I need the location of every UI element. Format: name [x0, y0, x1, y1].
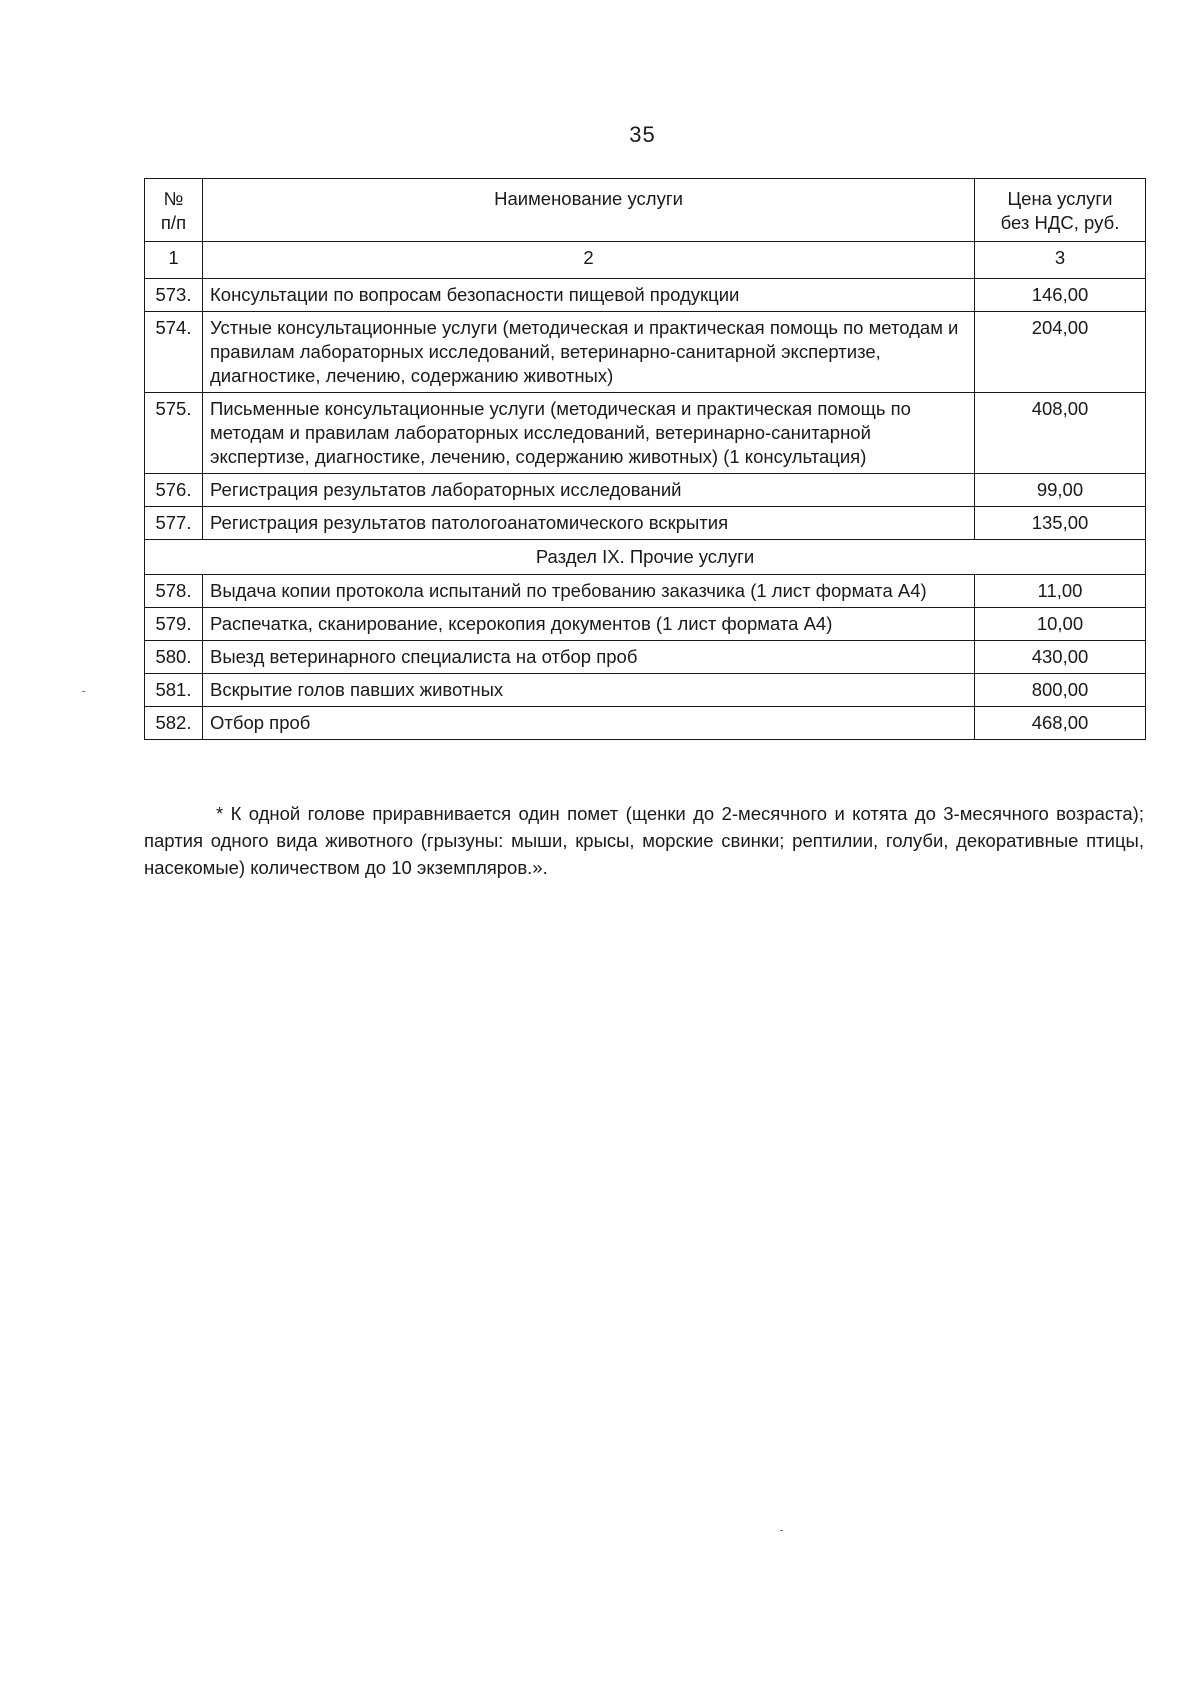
row-number: 582.: [145, 707, 203, 740]
row-number: 579.: [145, 608, 203, 641]
row-price: 204,00: [975, 312, 1146, 393]
row-number: 573.: [145, 279, 203, 312]
row-price: 11,00: [975, 575, 1146, 608]
column-index-3: 3: [975, 242, 1146, 279]
header-service-name-label: Наименование услуги: [494, 188, 683, 209]
row-service-name: Вскрытие голов павших животных: [203, 674, 975, 707]
table-body-after-section: [145, 575, 1146, 740]
row-service-name: Выдача копии протокола испытаний по требованию заказчика (1 лист формата А4): [203, 575, 975, 608]
row-price: 468,00: [975, 707, 1146, 740]
header-service-name: [203, 179, 975, 242]
header-number-label: № п/п: [160, 188, 187, 233]
table-row: [145, 674, 1146, 707]
column-index-row: [145, 242, 1146, 279]
row-price: 10,00: [975, 608, 1146, 641]
table-row: [145, 474, 1146, 507]
row-number: 578.: [145, 575, 203, 608]
section-title: Раздел IX. Прочие услуги: [145, 540, 1146, 575]
row-number: 576.: [145, 474, 203, 507]
table-row: [145, 312, 1146, 393]
scan-speck: [780, 1530, 783, 1531]
row-service-name: Регистрация результатов патологоанатомического вскрытия: [203, 507, 975, 540]
table-row: [145, 641, 1146, 674]
column-index-1: 1: [145, 242, 203, 279]
row-number: 577.: [145, 507, 203, 540]
row-price: 430,00: [975, 641, 1146, 674]
table-body-before-section: [145, 279, 1146, 540]
header-number: [145, 179, 203, 242]
section-row: [145, 540, 1146, 575]
page-number: 35: [629, 122, 656, 147]
table-header-row: [145, 179, 1146, 242]
row-number: 580.: [145, 641, 203, 674]
row-service-name: Регистрация результатов лабораторных исследований: [203, 474, 975, 507]
column-index-2: 2: [203, 242, 975, 279]
table-row: [145, 608, 1146, 641]
row-service-name: Распечатка, сканирование, ксерокопия документов (1 лист формата А4): [203, 608, 975, 641]
row-price: 800,00: [975, 674, 1146, 707]
row-service-name: Консультации по вопросам безопасности пищевой продукции: [203, 279, 975, 312]
row-price: 99,00: [975, 474, 1146, 507]
table-row: [145, 507, 1146, 540]
row-price: 135,00: [975, 507, 1146, 540]
scan-speck: [82, 691, 85, 692]
footnote: * К одной голове приравнивается один помет (щенки до 2-месячного и котята до 3-месячного возраста); партия одного вида животного (грызуны: мыши, крысы, морские свинки; рептилии, голуби, декоративные птицы, насекомые) количеством до 10 экземпляров.».: [144, 803, 1144, 878]
table-row: [145, 279, 1146, 312]
row-price: 408,00: [975, 393, 1146, 474]
section-row-group: [145, 540, 1146, 575]
row-price: 146,00: [975, 279, 1146, 312]
row-number: 574.: [145, 312, 203, 393]
table-row: [145, 707, 1146, 740]
row-service-name: Письменные консультационные услуги (методическая и практическая помощь по методам и правилам лабораторных исследований, ветеринарно-санитарной экспертизе, диагностике, лечению, содержанию животных) (1 консультация): [203, 393, 975, 474]
header-price-label: Цена услуги без НДС, руб.: [1000, 188, 1120, 233]
table-row: [145, 575, 1146, 608]
table-row: [145, 393, 1146, 474]
row-number: 575.: [145, 393, 203, 474]
header-price: [975, 179, 1146, 242]
row-service-name: Отбор проб: [203, 707, 975, 740]
row-service-name: Выезд ветеринарного специалиста на отбор проб: [203, 641, 975, 674]
row-number: 581.: [145, 674, 203, 707]
price-table: [144, 178, 1146, 740]
row-service-name: Устные консультационные услуги (методическая и практическая помощь по методам и правилам лабораторных исследований, ветеринарно-санитарной экспертизе, диагностике, лечению, содержанию животных): [203, 312, 975, 393]
